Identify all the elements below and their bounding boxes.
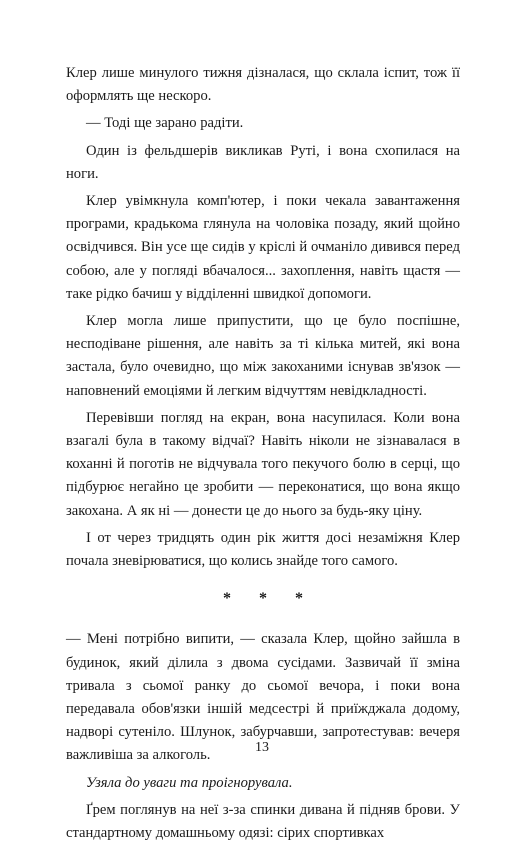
paragraph-2: — Тоді ще зарано радіти. (86, 115, 244, 132)
paragraph-5: Клер могла лише припустити, що це було поспішне, несподіване рішення, але навіть за ті кілька митей, які вона застала, було очевидно, що між закоханими існував зв'язок — наповнений емоціями й легким відчуттям невідкладності. (66, 313, 460, 399)
page-number: 13 (255, 740, 269, 755)
section-separator: * * * (223, 590, 315, 608)
body-text (66, 62, 460, 845)
paragraph-10: Ґрем поглянув на неї з-за спинки дивана й підняв брови. У стандартному домашньому одязі: сірих спортивках (66, 801, 460, 842)
paragraph-7: І от через тридцять один рік життя досі незаміжня Клер почала зневірюватися, що колись знайде того самого. (66, 529, 460, 570)
paragraph-6: Перевівши погляд на екран, вона насупилася. Коли вона взагалі була в такому відчаї? Навіть ніколи не зізнавалася в коханні й поготів не відчувала того пекучого болю в серці, що підбурює негайно це зробити — переконатися, що вона якщо закохана. А як ні — донести це до нього за будь-яку ціну. (66, 409, 460, 519)
paragraph-1: Клер лише минулого тижня дізналася, що склала іспит, тож її оформлять ще нескоро. (66, 65, 460, 105)
paragraph-4: Клер увімкнула комп'ютер, і поки чекала завантаження програми, крадькома глянула на чоловіка позаду, який щойно освідчився. Він усе ще сидів у кріслі й очманіло дивився перед собою, але у погляді вбачалося... захоплення, навіть щастя — таке рідко бачиш у відділенні швидкої допомоги. (66, 193, 460, 302)
paragraph-3: Один із фельдшерів викликав Руті, і вона схопилася на ноги. (66, 142, 460, 182)
paragraph-9-italic: Узяла до уваги та проігнорувала. (86, 774, 293, 791)
paragraph-8: — Мені потрібно випити, — сказала Клер, щойно зайшла в будинок, який ділила з двома сусідами. Зазвичай її зміна тривала з сьомої ранку до сьомої вечора, і поки вона передавала обов'язки іншій медсестрі й приїжджала додому, надворі сутеніло. Шлунок, забурчавши, запротестував: вечеря важливіша за алкоголь. (66, 631, 460, 764)
